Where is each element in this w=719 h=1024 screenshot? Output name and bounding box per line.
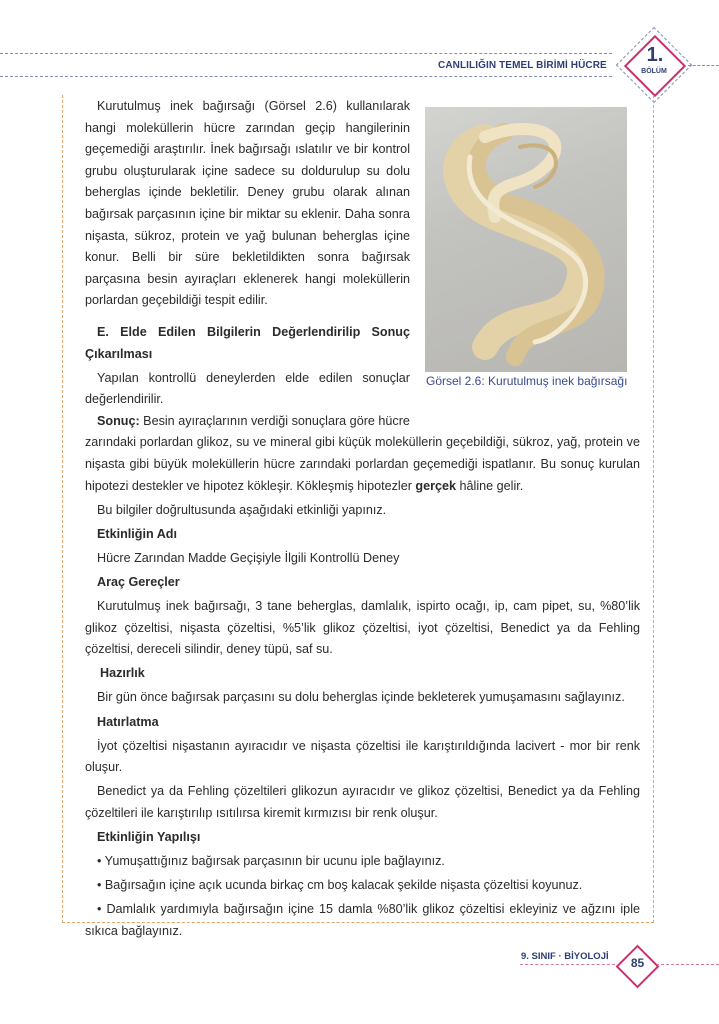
conclusion-paragraph <box>85 432 640 497</box>
conclusion-bold-word: gerçek <box>415 478 457 493</box>
reminder-iodine: İyot çözeltisi nişastanın ayıracıdır ve nişasta çözeltisi ile karıştırıldığında lacivert - mor bir renk oluşur. <box>85 738 640 775</box>
header-rule-right <box>688 65 719 66</box>
footer-rule-right <box>656 964 719 965</box>
body-text <box>85 96 640 942</box>
conclusion-rest: zarındaki porlardan glikoz, su ve mineral gibi küçük moleküllerin geçebildiği, sükroz, yağ, protein ve nişasta gibi büyük moleküllerin hücre zarındaki porlardan geçemediği ispatlanır. Bu sonuç kurulan hipotezi destekler ve hipotez kökleşir. Kökleşmiş hipotezler <box>85 435 640 493</box>
page-number: 85 <box>630 956 645 970</box>
materials-heading: Araç Gereçler <box>97 574 180 589</box>
activity-name-heading: Etkinliğin Adı <box>97 526 177 541</box>
footer-rule-left <box>520 964 615 965</box>
header-rule-bottom <box>0 76 612 77</box>
procedure-step: • Yumuşattığınız bağırsak parçasının bir ucunu iple bağlayınız. <box>97 854 445 869</box>
chapter-title: CANLILIĞIN TEMEL BİRİMİ HÜCRE <box>438 60 607 71</box>
activity-name: Hücre Zarından Madde Geçişiyle İlgili Kontrollü Deney <box>97 550 400 565</box>
conclusion-text: Besin ayıraçlarının verdiği sonuçlara göre hücre <box>139 413 410 428</box>
footer-label: 9. SINIF · BİYOLOJİ <box>521 951 609 962</box>
section-heading-e: E. Elde Edilen Bilgilerin Değerlendirilip Sonuç Çıkarılması <box>85 324 410 361</box>
procedure-step: • Bağırsağın içine açık ucunda birkaç cm boş kalacak şekilde nişasta çözeltisi koyunuz. <box>97 878 583 893</box>
intro-paragraph: Kurutulmuş inek bağırsağı (Görsel 2.6) kullanılarak hangi moleküllerin hücre zarından geçip hangilerinin geçemediği araştırılır. İnek bağırsağı ıslatılır ve bir kontrol grubu oluşturularak içine sadece su doldurulup su dolu beherglas içinde bekletilir. Deney grubu olarak alınan bağırsak parçasının içine bir miktar su eklenir. Daha sonra nişasta, sükroz, protein ve yağ bulunan beherglas içine konur. Belli bir süre bekletildikten sonra bağırsak parçasına besin ayıraçları eklenerek hangi moleküllerin porlardan geçebildiği tespit edilir. <box>85 99 410 308</box>
conclusion-label: Sonuç: <box>97 413 140 428</box>
reminder-heading: Hatırlatma <box>97 714 159 729</box>
conclusion-end: hâline gelir. <box>456 478 524 493</box>
header-rule-top <box>0 53 612 54</box>
preparation-text: Bir gün önce bağırsak parçasını su dolu beherglas içinde bekleterek yumuşamasını sağlayınız. <box>97 690 625 705</box>
procedure-step: • Damlalık yardımıyla bağırsağın içine 15 damla %80’lik glikoz çözeltisi ekleyiniz ve ağzını iple sıkıca bağlayınız. <box>85 902 640 938</box>
instruction-text: Bu bilgiler doğrultusunda aşağıdaki etkinliği yapınız. <box>97 502 387 517</box>
reminder-benedict: Benedict ya da Fehling çözeltileri glikozun ayıracıdır ve glikoz çözeltisi, Benedict ya da Fehling çözeltileri ile karıştırılıp ısıtılırsa kiremit kırmızısı bir renk oluşur. <box>85 784 640 820</box>
conclusion-first-line <box>85 411 410 433</box>
procedure-heading: Etkinliğin Yapılışı <box>97 830 201 844</box>
unit-label: BÖLÜM <box>641 68 667 75</box>
unit-number: 1. <box>646 44 664 66</box>
materials-list: Kurutulmuş inek bağırsağı, 3 tane beherglas, damlalık, ispirto ocağı, ip, cam pipet, su, %80’lik glikoz çözeltisi, nişasta çözeltisi, %5’lik glikoz çözeltisi, iyot çözeltisi, Benedict ya da Fehling çözeltisi, dereceli silindir, deney tüpü, saf su. <box>85 599 640 657</box>
results-paragraph: Yapılan kontrollü deneylerden elde edilen sonuçlar değerlendirilir. <box>85 370 410 407</box>
left-column <box>85 96 410 432</box>
figure-caption: Görsel 2.6: Kurutulmuş inek bağırsağı <box>426 374 628 388</box>
preparation-heading: Hazırlık <box>100 666 145 681</box>
